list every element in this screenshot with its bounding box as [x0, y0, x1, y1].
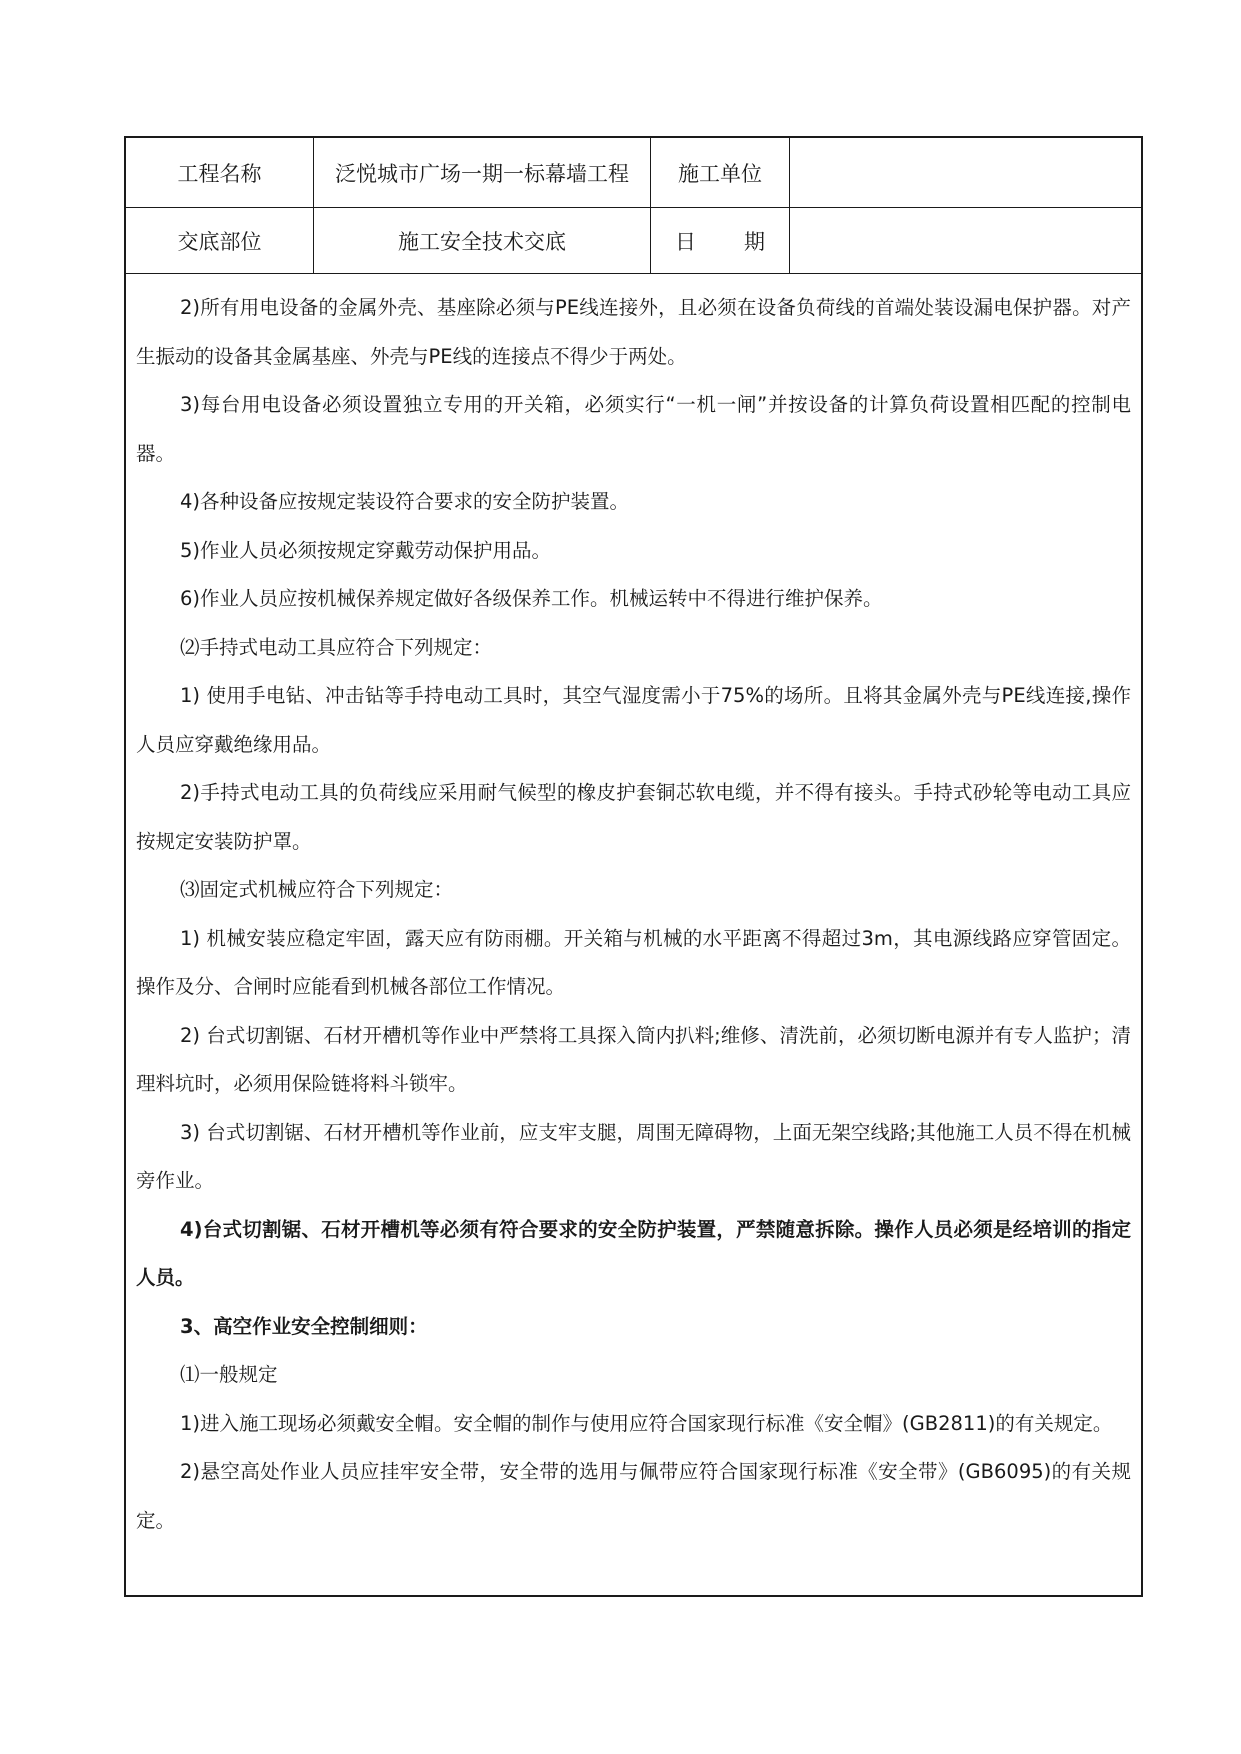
content-paragraph: 2) 台式切割锯、石材开槽机等作业中严禁将工具探入筒内扒料;维修、清洗前，必须切断电源并有专人监护；清理料坑时，必须用保险链将料斗锁牢。: [136, 1023, 1131, 1095]
content-paragraph: 2)手持式电动工具的负荷线应采用耐气候型的橡皮护套铜芯软电缆，并不得有接头。手持式砂轮等电动工具应按规定安装防护罩。: [136, 781, 1131, 853]
content-paragraph: 3)每台用电设备必须设置独立专用的开关箱，必须实行“一机一闸”并按设备的计算负荷设置相匹配的控制电器。: [136, 393, 1131, 465]
project-name-label: 工程名称: [126, 138, 314, 207]
construction-unit-value: [790, 138, 1143, 207]
date-value: [790, 208, 1143, 273]
content-paragraph: 6)作业人员应按机械保养规定做好各级保养工作。机械运转中不得进行维护保养。: [180, 587, 883, 610]
content-paragraph: 3) 台式切割锯、石材开槽机等作业前，应支牢支腿，周围无障碍物，上面无架空线路;其他施工人员不得在机械旁作业。: [136, 1120, 1131, 1192]
header-row-2: [126, 208, 1141, 274]
construction-unit-label: 施工单位: [651, 138, 790, 207]
date-label: 日期: [675, 229, 813, 254]
content-paragraph: 5)作业人员必须按规定穿戴劳动保护用品。: [180, 538, 552, 562]
content-paragraph: 4)台式切割锯、石材开槽机等必须有符合要求的安全防护装置，严禁随意拆除。操作人员必须是经培训的指定人员。: [136, 1217, 1131, 1289]
content-paragraph: 4)各种设备应按规定装设符合要求的安全防护装置。: [180, 490, 630, 513]
content-paragraph: 1) 机械安装应稳定牢固，露天应有防雨棚。开关箱与机械的水平距离不得超过3m，其电源线路应穿管固定。操作及分、合闸时应能看到机械各部位工作情况。: [136, 926, 1131, 998]
handover-part-value: 施工安全技术交底: [314, 208, 651, 273]
content-paragraph: 3、高空作业安全控制细则：: [180, 1314, 428, 1338]
handover-part-label: 交底部位: [126, 208, 314, 273]
project-name-value: 泛悦城市广场一期一标幕墙工程: [314, 138, 651, 207]
content-paragraph: 1) 使用手电钻、冲击钻等手持电动工具时，其空气湿度需小于75%的场所。且将其金属外壳与PE线连接,操作人员应穿戴绝缘用品。: [136, 684, 1131, 756]
content-paragraph: 2)悬空高处作业人员应挂牢安全带，安全带的选用与佩带应符合国家现行标准《安全带》(GB6095)的有关规定。: [136, 1460, 1131, 1532]
content-paragraph: ⑴一般规定: [180, 1363, 278, 1386]
content-paragraph: 1)进入施工现场必须戴安全帽。安全帽的制作与使用应符合国家现行标准《安全帽》(GB2811)的有关规定。: [180, 1411, 1113, 1435]
handover-form: [124, 136, 1143, 1597]
content-paragraph: ⑶固定式机械应符合下列规定：: [180, 878, 454, 901]
content-paragraph: 2)所有用电设备的金属外壳、基座除必须与PE线连接外，且必须在设备负荷线的首端处装设漏电保护器。对产生振动的设备其金属基座、外壳与PE线的连接点不得少于两处。: [136, 296, 1131, 368]
date-label-cell: [651, 208, 813, 273]
content-paragraph: ⑵手持式电动工具应符合下列规定：: [180, 635, 493, 659]
header-row-1: [126, 138, 1141, 208]
handover-content: [126, 274, 1141, 1545]
